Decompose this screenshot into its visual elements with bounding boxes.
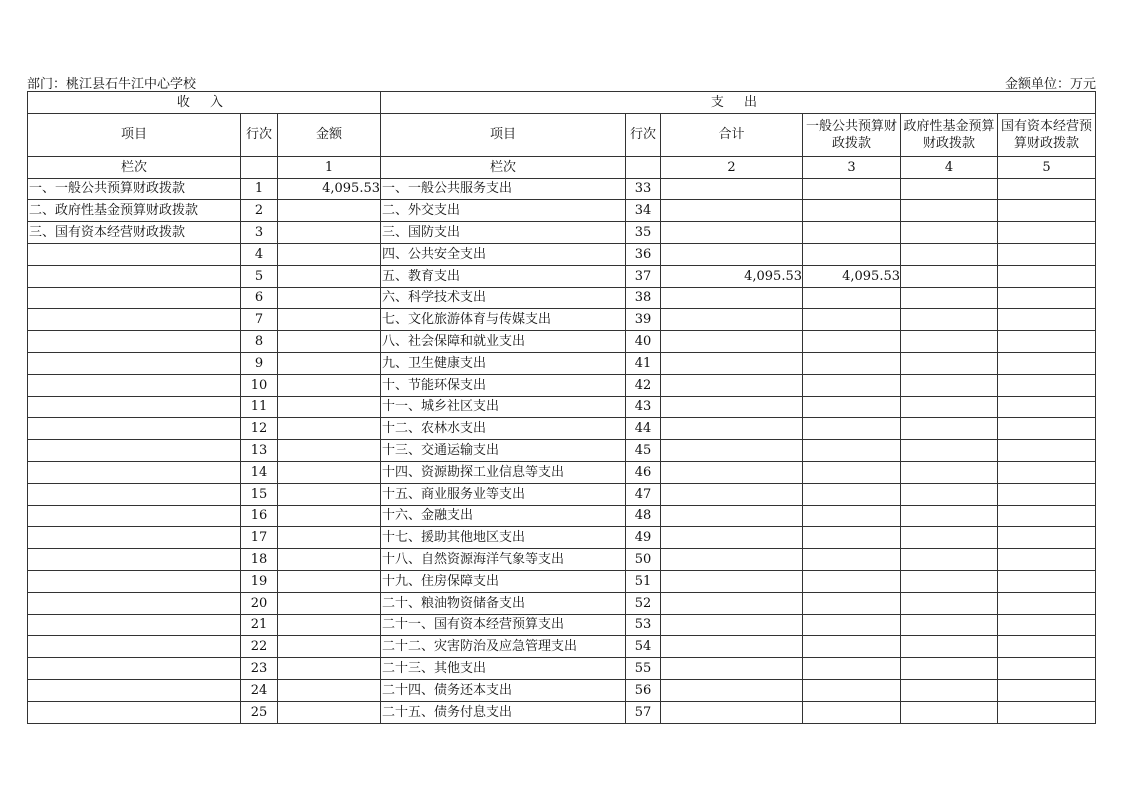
income-row-no-cell: 20 <box>241 592 278 614</box>
state-capital-budget-cell <box>998 352 1096 374</box>
fund-budget-cell <box>901 331 998 353</box>
income-item-cell <box>28 396 241 418</box>
income-amount-cell <box>278 396 381 418</box>
fund-budget-cell <box>901 679 998 701</box>
table-row <box>28 461 1096 483</box>
state-capital-budget-cell <box>998 200 1096 222</box>
total-cell <box>661 287 803 309</box>
total-cell <box>661 483 803 505</box>
expense-row-no-cell: 51 <box>626 570 661 592</box>
income-amount-cell <box>278 614 381 636</box>
expense-row-no-cell: 55 <box>626 658 661 680</box>
col-number-empty <box>241 156 278 178</box>
col-header-general-budget: 一般公共预算财政拨款 <box>803 113 901 156</box>
expense-item-cell: 十九、住房保障支出 <box>381 570 626 592</box>
col-number-4: 4 <box>901 156 998 178</box>
col-header-income-item: 项目 <box>28 113 241 156</box>
income-amount-cell <box>278 527 381 549</box>
fund-budget-cell <box>901 570 998 592</box>
expense-item-cell: 十三、交通运输支出 <box>381 440 626 462</box>
total-cell <box>661 374 803 396</box>
expense-row-no-cell: 47 <box>626 483 661 505</box>
total-cell <box>661 592 803 614</box>
col-header-total: 合计 <box>661 113 803 156</box>
expense-item-cell: 十七、援助其他地区支出 <box>381 527 626 549</box>
table-row <box>28 287 1096 309</box>
income-amount-cell <box>278 592 381 614</box>
income-amount-cell <box>278 374 381 396</box>
total-cell <box>661 222 803 244</box>
expense-item-cell: 二十四、债务还本支出 <box>381 679 626 701</box>
expense-item-cell: 一、一般公共服务支出 <box>381 178 626 200</box>
col-header-fund-budget: 政府性基金预算财政拨款 <box>901 113 998 156</box>
section-header-row <box>28 92 1096 114</box>
income-row-no-cell: 6 <box>241 287 278 309</box>
state-capital-budget-cell <box>998 178 1096 200</box>
state-capital-budget-cell <box>998 396 1096 418</box>
amount-unit-label: 金额单位：万元 <box>1004 77 1096 92</box>
income-item-cell <box>28 374 241 396</box>
general-budget-cell <box>803 679 901 701</box>
total-cell <box>661 461 803 483</box>
income-item-cell <box>28 592 241 614</box>
general-budget-cell <box>803 374 901 396</box>
income-item-cell <box>28 243 241 265</box>
general-budget-cell <box>803 331 901 353</box>
expense-row-no-cell: 38 <box>626 287 661 309</box>
fund-budget-cell <box>901 527 998 549</box>
expense-item-cell: 十、节能环保支出 <box>381 374 626 396</box>
fund-budget-cell <box>901 461 998 483</box>
table-row <box>28 614 1096 636</box>
expense-row-no-cell: 50 <box>626 549 661 571</box>
expense-item-cell: 九、卫生健康支出 <box>381 352 626 374</box>
income-amount-cell <box>278 701 381 723</box>
income-amount-cell <box>278 570 381 592</box>
income-row-no-cell: 2 <box>241 200 278 222</box>
general-budget-cell <box>803 396 901 418</box>
table-row <box>28 200 1096 222</box>
income-item-cell <box>28 331 241 353</box>
expense-row-no-cell: 46 <box>626 461 661 483</box>
state-capital-budget-cell <box>998 527 1096 549</box>
table-row <box>28 331 1096 353</box>
expense-section-title: 支 出 <box>381 92 1096 114</box>
total-cell <box>661 309 803 331</box>
income-row-no-cell: 8 <box>241 331 278 353</box>
income-item-cell <box>28 265 241 287</box>
general-budget-cell <box>803 570 901 592</box>
expense-row-no-cell: 57 <box>626 701 661 723</box>
income-row-no-cell: 22 <box>241 636 278 658</box>
expense-row-no-cell: 53 <box>626 614 661 636</box>
income-amount-cell <box>278 505 381 527</box>
income-amount-cell <box>278 243 381 265</box>
expense-row-no-cell: 33 <box>626 178 661 200</box>
table-row <box>28 483 1096 505</box>
budget-table <box>27 91 1096 724</box>
fund-budget-cell <box>901 418 998 440</box>
total-cell <box>661 636 803 658</box>
state-capital-budget-cell <box>998 418 1096 440</box>
income-amount-cell <box>278 352 381 374</box>
table-row <box>28 505 1096 527</box>
total-cell <box>661 614 803 636</box>
income-amount-cell <box>278 309 381 331</box>
general-budget-cell <box>803 636 901 658</box>
total-cell <box>661 200 803 222</box>
state-capital-budget-cell <box>998 243 1096 265</box>
fund-budget-cell <box>901 243 998 265</box>
table-row <box>28 440 1096 462</box>
income-row-no-cell: 24 <box>241 679 278 701</box>
table-row <box>28 527 1096 549</box>
general-budget-cell <box>803 549 901 571</box>
total-cell <box>661 331 803 353</box>
income-amount-cell <box>278 483 381 505</box>
total-cell <box>661 243 803 265</box>
total-cell <box>661 679 803 701</box>
state-capital-budget-cell <box>998 309 1096 331</box>
state-capital-budget-cell <box>998 549 1096 571</box>
income-row-no-cell: 13 <box>241 440 278 462</box>
table-row <box>28 178 1096 200</box>
general-budget-cell <box>803 592 901 614</box>
table-row <box>28 636 1096 658</box>
income-row-no-cell: 12 <box>241 418 278 440</box>
expense-item-cell: 三、国防支出 <box>381 222 626 244</box>
fund-budget-cell <box>901 549 998 571</box>
general-budget-cell <box>803 352 901 374</box>
income-item-cell <box>28 440 241 462</box>
total-cell <box>661 658 803 680</box>
state-capital-budget-cell <box>998 331 1096 353</box>
total-cell <box>661 505 803 527</box>
total-cell <box>661 701 803 723</box>
expense-item-cell: 二十五、债务付息支出 <box>381 701 626 723</box>
col-number-5: 5 <box>998 156 1096 178</box>
income-item-cell <box>28 658 241 680</box>
expense-item-cell: 二十三、其他支出 <box>381 658 626 680</box>
expense-item-cell: 十一、城乡社区支出 <box>381 396 626 418</box>
state-capital-budget-cell <box>998 592 1096 614</box>
general-budget-cell <box>803 614 901 636</box>
fund-budget-cell <box>901 309 998 331</box>
income-amount-cell <box>278 636 381 658</box>
income-row-no-cell: 4 <box>241 243 278 265</box>
income-amount-cell <box>278 679 381 701</box>
total-cell <box>661 396 803 418</box>
fund-budget-cell <box>901 374 998 396</box>
general-budget-cell <box>803 461 901 483</box>
col-number-1: 1 <box>278 156 381 178</box>
general-budget-cell <box>803 178 901 200</box>
expense-row-no-cell: 54 <box>626 636 661 658</box>
col-header-income-amount: 金额 <box>278 113 381 156</box>
income-item-cell <box>28 636 241 658</box>
income-amount-cell <box>278 418 381 440</box>
fund-budget-cell <box>901 701 998 723</box>
income-row-no-cell: 16 <box>241 505 278 527</box>
state-capital-budget-cell <box>998 461 1096 483</box>
income-row-no-cell: 25 <box>241 701 278 723</box>
state-capital-budget-cell <box>998 636 1096 658</box>
general-budget-cell <box>803 440 901 462</box>
general-budget-cell <box>803 287 901 309</box>
table-row <box>28 570 1096 592</box>
fund-budget-cell <box>901 658 998 680</box>
income-item-cell <box>28 570 241 592</box>
income-amount-cell: 4,095.53 <box>278 178 381 200</box>
expense-row-no-cell: 36 <box>626 243 661 265</box>
table-row <box>28 243 1096 265</box>
state-capital-budget-cell <box>998 679 1096 701</box>
income-row-no-cell: 3 <box>241 222 278 244</box>
table-row <box>28 549 1096 571</box>
expense-item-cell: 二、外交支出 <box>381 200 626 222</box>
state-capital-budget-cell <box>998 701 1096 723</box>
income-row-no-cell: 10 <box>241 374 278 396</box>
state-capital-budget-cell <box>998 658 1096 680</box>
fund-budget-cell <box>901 178 998 200</box>
col-header-state-capital-budget: 国有资本经营预算财政拨款 <box>998 113 1096 156</box>
expense-item-cell: 六、科学技术支出 <box>381 287 626 309</box>
income-item-cell <box>28 309 241 331</box>
general-budget-cell <box>803 222 901 244</box>
income-item-cell: 一、一般公共预算财政拨款 <box>28 178 241 200</box>
general-budget-cell <box>803 418 901 440</box>
total-cell: 4,095.53 <box>661 265 803 287</box>
income-row-no-cell: 11 <box>241 396 278 418</box>
expense-row-no-cell: 56 <box>626 679 661 701</box>
expense-item-cell: 七、文化旅游体育与传媒支出 <box>381 309 626 331</box>
income-item-cell <box>28 461 241 483</box>
table-row <box>28 374 1096 396</box>
fund-budget-cell <box>901 265 998 287</box>
expense-row-no-cell: 34 <box>626 200 661 222</box>
fund-budget-cell <box>901 352 998 374</box>
income-row-no-cell: 15 <box>241 483 278 505</box>
fund-budget-cell <box>901 505 998 527</box>
fund-budget-cell <box>901 200 998 222</box>
state-capital-budget-cell <box>998 440 1096 462</box>
expense-row-no-cell: 42 <box>626 374 661 396</box>
general-budget-cell <box>803 505 901 527</box>
table-row <box>28 701 1096 723</box>
table-row <box>28 396 1096 418</box>
table-row <box>28 222 1096 244</box>
col-header-expense-item: 项目 <box>381 113 626 156</box>
income-amount-cell <box>278 265 381 287</box>
expense-row-no-cell: 48 <box>626 505 661 527</box>
expense-row-no-cell: 44 <box>626 418 661 440</box>
fund-budget-cell <box>901 592 998 614</box>
income-item-cell <box>28 287 241 309</box>
table-row <box>28 352 1096 374</box>
fund-budget-cell <box>901 222 998 244</box>
expense-row-no-cell: 52 <box>626 592 661 614</box>
total-cell <box>661 440 803 462</box>
expense-item-cell: 十五、商业服务业等支出 <box>381 483 626 505</box>
income-amount-cell <box>278 200 381 222</box>
col-number-empty <box>626 156 661 178</box>
expense-item-cell: 十二、农林水支出 <box>381 418 626 440</box>
expense-item-cell: 五、教育支出 <box>381 265 626 287</box>
total-cell <box>661 527 803 549</box>
state-capital-budget-cell <box>998 614 1096 636</box>
table-row <box>28 592 1096 614</box>
table-row <box>28 309 1096 331</box>
general-budget-cell <box>803 658 901 680</box>
expense-row-no-cell: 35 <box>626 222 661 244</box>
expense-item-cell: 二十二、灾害防治及应急管理支出 <box>381 636 626 658</box>
income-amount-cell <box>278 331 381 353</box>
income-item-cell <box>28 614 241 636</box>
table-row <box>28 679 1096 701</box>
state-capital-budget-cell <box>998 287 1096 309</box>
total-cell <box>661 352 803 374</box>
expense-item-cell: 十八、自然资源海洋气象等支出 <box>381 549 626 571</box>
fund-budget-cell <box>901 483 998 505</box>
general-budget-cell <box>803 243 901 265</box>
income-row-no-cell: 23 <box>241 658 278 680</box>
expense-item-cell: 十六、金融支出 <box>381 505 626 527</box>
income-item-cell: 二、政府性基金预算财政拨款 <box>28 200 241 222</box>
income-item-cell <box>28 701 241 723</box>
expense-row-no-cell: 37 <box>626 265 661 287</box>
income-amount-cell <box>278 287 381 309</box>
state-capital-budget-cell <box>998 222 1096 244</box>
expense-row-no-cell: 39 <box>626 309 661 331</box>
income-amount-cell <box>278 440 381 462</box>
income-item-cell <box>28 505 241 527</box>
table-row <box>28 265 1096 287</box>
income-row-no-cell: 1 <box>241 178 278 200</box>
income-row-no-cell: 14 <box>241 461 278 483</box>
income-amount-cell <box>278 222 381 244</box>
general-budget-cell <box>803 309 901 331</box>
col-header-expense-row-no: 行次 <box>626 113 661 156</box>
table-row <box>28 418 1096 440</box>
col-number-2: 2 <box>661 156 803 178</box>
general-budget-cell <box>803 483 901 505</box>
expense-item-cell: 八、社会保障和就业支出 <box>381 331 626 353</box>
income-row-no-cell: 18 <box>241 549 278 571</box>
expense-item-cell: 二十、粮油物资储备支出 <box>381 592 626 614</box>
state-capital-budget-cell <box>998 374 1096 396</box>
income-row-no-cell: 7 <box>241 309 278 331</box>
expense-row-no-cell: 45 <box>626 440 661 462</box>
fund-budget-cell <box>901 440 998 462</box>
general-budget-cell <box>803 701 901 723</box>
income-item-cell <box>28 549 241 571</box>
expense-row-no-cell: 43 <box>626 396 661 418</box>
col-number-3: 3 <box>803 156 901 178</box>
income-amount-cell <box>278 461 381 483</box>
income-row-no-cell: 9 <box>241 352 278 374</box>
income-amount-cell <box>278 549 381 571</box>
fund-budget-cell <box>901 636 998 658</box>
total-cell <box>661 570 803 592</box>
income-row-no-cell: 19 <box>241 570 278 592</box>
income-row-no-cell: 5 <box>241 265 278 287</box>
expense-item-cell: 二十一、国有资本经营预算支出 <box>381 614 626 636</box>
col-number-label-income: 栏次 <box>28 156 241 178</box>
department-label: 部门：桃江县石牛江中心学校 <box>27 77 197 92</box>
column-header-row <box>28 113 1096 156</box>
state-capital-budget-cell <box>998 570 1096 592</box>
fund-budget-cell <box>901 287 998 309</box>
income-section-title: 收 入 <box>28 92 381 114</box>
income-item-cell <box>28 679 241 701</box>
fund-budget-cell <box>901 396 998 418</box>
state-capital-budget-cell <box>998 265 1096 287</box>
general-budget-cell: 4,095.53 <box>803 265 901 287</box>
total-cell <box>661 549 803 571</box>
total-cell <box>661 178 803 200</box>
expense-row-no-cell: 40 <box>626 331 661 353</box>
state-capital-budget-cell <box>998 505 1096 527</box>
fund-budget-cell <box>901 614 998 636</box>
expense-item-cell: 十四、资源勘探工业信息等支出 <box>381 461 626 483</box>
income-item-cell <box>28 527 241 549</box>
income-item-cell: 三、国有资本经营财政拨款 <box>28 222 241 244</box>
col-number-label-expense: 栏次 <box>381 156 626 178</box>
col-header-income-row-no: 行次 <box>241 113 278 156</box>
table-row <box>28 658 1096 680</box>
expense-row-no-cell: 49 <box>626 527 661 549</box>
income-row-no-cell: 21 <box>241 614 278 636</box>
total-cell <box>661 418 803 440</box>
income-item-cell <box>28 352 241 374</box>
income-item-cell <box>28 418 241 440</box>
expense-item-cell: 四、公共安全支出 <box>381 243 626 265</box>
income-amount-cell <box>278 658 381 680</box>
state-capital-budget-cell <box>998 483 1096 505</box>
expense-row-no-cell: 41 <box>626 352 661 374</box>
general-budget-cell <box>803 527 901 549</box>
income-row-no-cell: 17 <box>241 527 278 549</box>
column-number-row <box>28 156 1096 178</box>
income-item-cell <box>28 483 241 505</box>
general-budget-cell <box>803 200 901 222</box>
